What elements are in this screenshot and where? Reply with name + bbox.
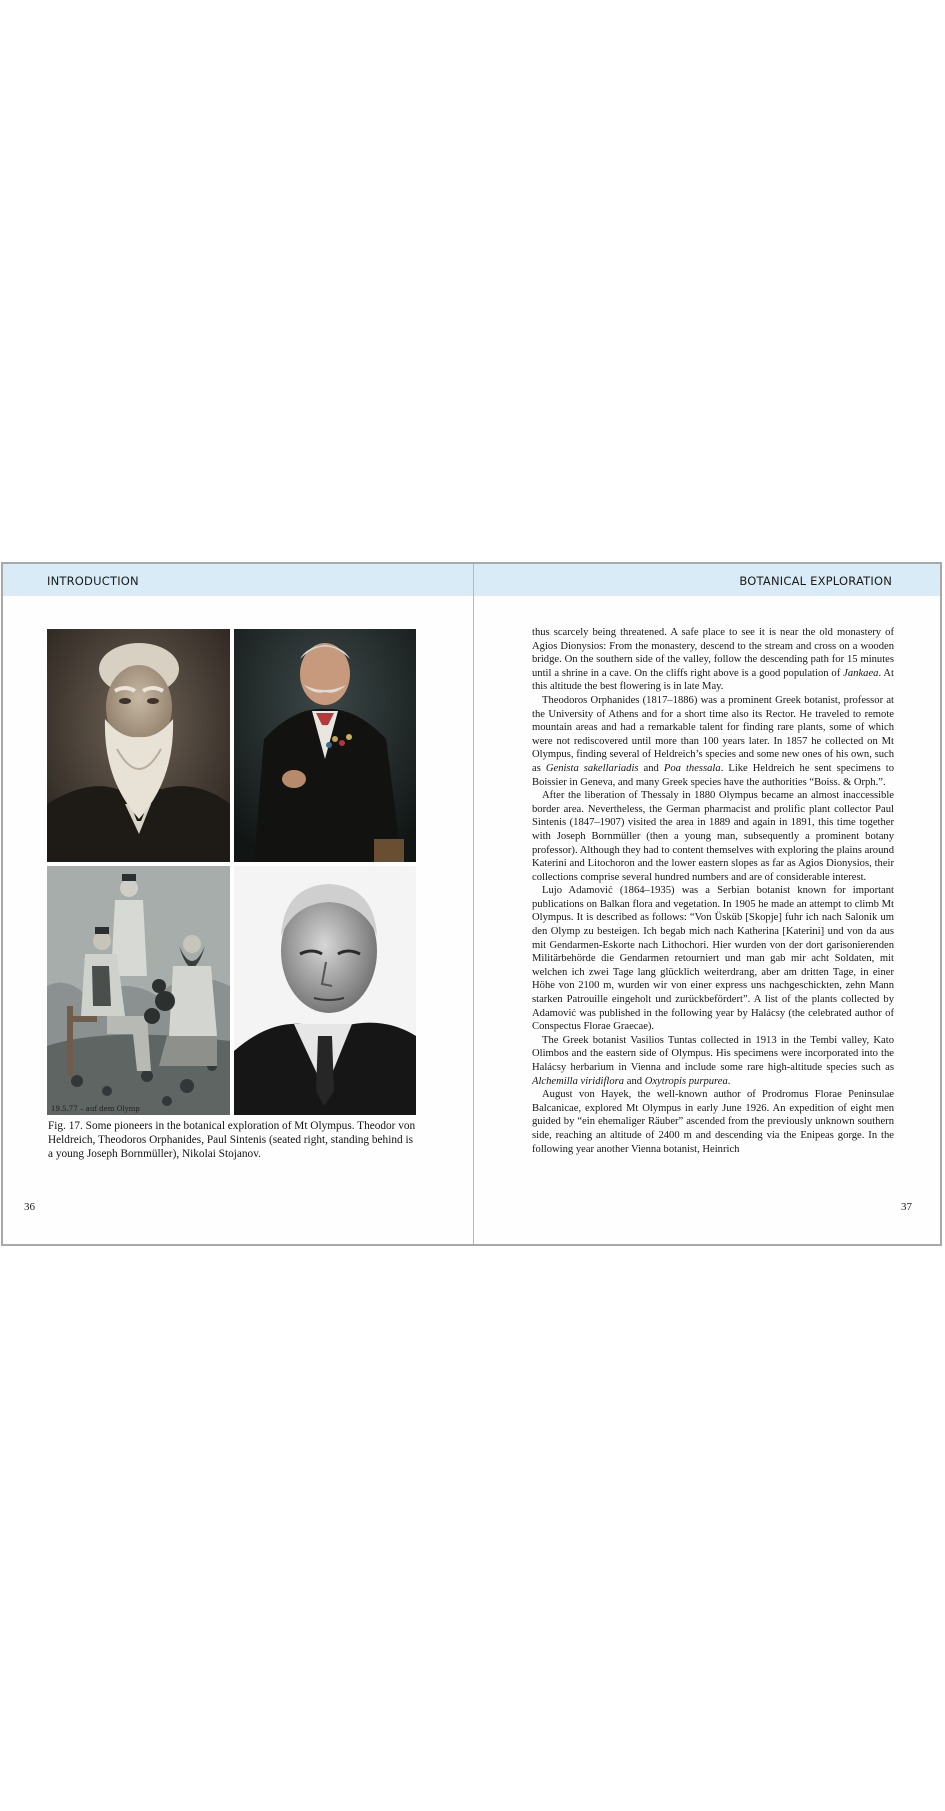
body-text — [532, 626, 894, 1156]
text-run: . Like Heldreich he sent specimens to Boissier in Geneva, and many Greek species have the authorities “Boiss. & Orph.”. — [532, 762, 895, 788]
body-paragraph — [532, 884, 894, 1034]
page-number-right: 37 — [901, 1201, 912, 1213]
text-run: and — [624, 1075, 645, 1087]
figure-caption: Fig. 17. Some pioneers in the botanical exploration of Mt Olympus. Theodor von Heldreich, Theodoros Orphanides, Paul Sintenis (seated right, standing behind is a young Joseph Bornmüller), Nikolai Stojanov. — [48, 1120, 416, 1160]
body-paragraph — [532, 626, 894, 694]
species-name: Alchemilla viridiflora — [532, 1075, 625, 1087]
left-page — [3, 564, 474, 1244]
text-run: and — [638, 762, 664, 774]
photo-heldreich — [47, 629, 230, 862]
text-run: . At this altitude the best flowering is in late May. — [532, 667, 895, 693]
text-run: After the liberation of Thessaly in 1880 Olympus became an almost inaccessible border area. Nevertheless, the German pharmacist and prolific plant collector Paul Sintenis (1847–1907) visited the area in 1889 and again in 1891, this time together with Joseph Bornmüller (then a young man, subsequently a prominent botany professor). Although they had to content themselves with exploring the plains around Katerini and Litochoron and the lower eastern slopes as far as Agios Dionysios, their collections comprise several hundred numbers and are of considerable interest. — [532, 790, 894, 883]
text-run: The Greek botanist Vasilios Tuntas collected in 1913 in the Tembi valley, Kato Olimbos and the eastern side of Olympus. His specimens were incorporated into the Halácsy herbarium in Vienna and include some rare high-altitude species such as — [532, 1034, 894, 1073]
text-run: . — [727, 1075, 731, 1087]
body-paragraph — [532, 1088, 894, 1156]
left-header-band — [3, 564, 473, 596]
species-name: Genista sakellariadis — [545, 762, 639, 774]
species-name: Poa thessala — [663, 762, 721, 774]
photo-sintenis-bornmuller — [47, 866, 230, 1115]
page-number-left: 36 — [24, 1201, 35, 1213]
photo-orphanides — [234, 629, 416, 862]
body-paragraph — [532, 1034, 894, 1088]
right-header-band — [474, 564, 940, 596]
species-name: Jankaea — [843, 667, 879, 679]
text-run: thus scarcely being threatened. A safe place to see it is near the old monastery of Agios Dionysios: From the monastery, descend to the stream and cross on a wooden bridge. On the southern side of the valley, follow the descending path for 15 minutes until a shrine in a cave. On the cliffs right above is a good population of — [532, 627, 894, 679]
photo-stojanov — [234, 866, 416, 1115]
running-header-right: BOTANICAL EXPLORATION — [739, 574, 892, 588]
species-name: Oxytropis purpurea — [644, 1075, 728, 1087]
book-spread — [1, 562, 942, 1246]
text-run: August von Hayek, the well-known author of Prodromus Florae Peninsulae Balcanicae, explored Mt Olympus in early June 1926. An expedition of eight men guided by “ein ehemaliger Räuber” ascended from the previously unknown southern side, reaching an altitude of 2400 m and descending via the Enipeas gorge. In the following year another Vienna botanist, Heinrich — [532, 1089, 894, 1155]
body-paragraph — [532, 694, 894, 789]
body-paragraph — [532, 789, 894, 884]
text-run: Lujo Adamović (1864–1935) was a Serbian botanist known for important publications on Balkan flora and vegetation. In 1905 he made an attempt to climb Mt Olympus. It is described as follows: “Von Üsküb [Skopje] fuhr ich nach Salonik um den Olymp zu besteigen. Ich begab mich nach Katherina [Katerini] und von da aus mit Gendarmen-Eskorte nach Lithochori. Hier wurden von der dort garisonierenden Militärbehörde die Gendarmen retourniert und man gab mir acht Soldaten, mit welchen ich zwei Tage lang glücklich weiterdrang, aber am dritten Tage, in einer Höhe von 2100 m, wurden wir von einer express uns nachgeschickten, zehn Mann starken Patrouille eingeholt und zurückbefördert”. A list of the plants collected by Adamović was published in the following year by Halácsy (the celebrated author of Conspectus Florae Graecae). — [532, 885, 894, 1033]
running-header-left: INTRODUCTION — [47, 574, 139, 588]
text-run: Theodoros Orphanides (1817–1886) was a prominent Greek botanist, professor at the University of Athens and for a short time also its Rector. He traveled to remote mountain areas and had a remarkable talent for finding rare plants, some of which were not rediscovered until more than 100 years later. In 1857 he collected on Mt Olympus, finding several of Heldreich’s species and some new ones of his own, such as — [532, 694, 894, 774]
photo-inscription: 19.5.77 – auf dem Olymp — [51, 1105, 140, 1113]
right-page — [474, 564, 940, 1244]
